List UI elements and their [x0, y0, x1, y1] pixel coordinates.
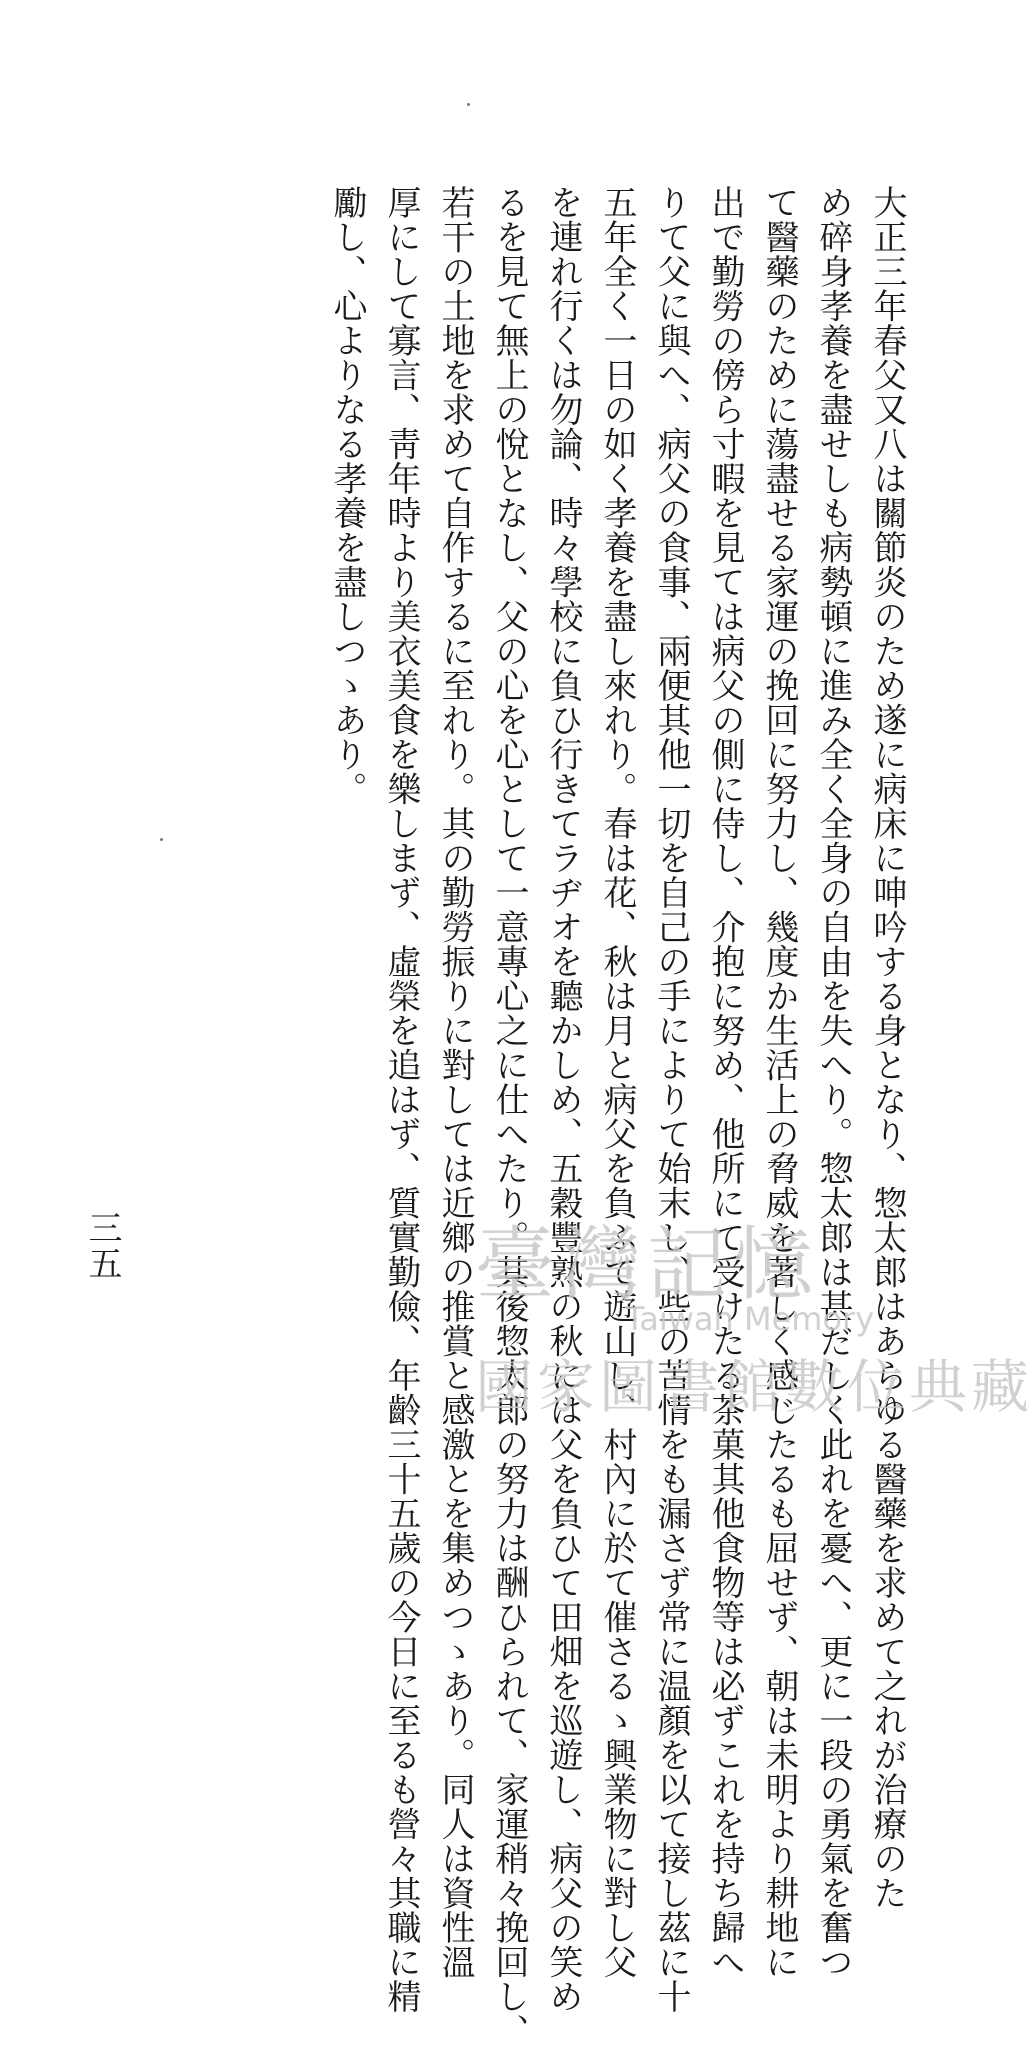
- watermark-english: Taiwan Memory: [625, 1300, 875, 1338]
- watermark-logo: 臺灣記憶: [475, 1218, 819, 1311]
- watermark-organization: 國家圖書館數位典藏: [475, 1353, 1034, 1421]
- text-column: 大正三年春父又八は關節炎のため遂に病床に呻吟する身となり、惣太郎はあらゆる醫藥を求めて之れが治療のた: [867, 185, 907, 1910]
- text-column: 勵し、心よりなる孝養を盡しつゝあり。: [327, 185, 367, 806]
- text-column: 厚にして寡言、靑年時より美衣美食を樂しまず、虛榮を追はず、質實勤儉、年齡三十五歲の今日に至るも營々其職に精: [381, 185, 421, 2014]
- text-column: め碎身孝養を盡せしも病勢頓に進み全く全身の自由を失へり。惣太郎は甚だしく此れを憂へ、更に一段の勇氣を奮つ: [813, 185, 853, 1979]
- text-column: 若干の土地を求めて自作するに至れり。其の勤勞振りに對しては近鄉の推賞と感激とを集めつゝあり。同人は資性溫: [435, 185, 475, 1979]
- text-column: りて父に與へ、病父の食事、兩便其他一切を自己の手によりて始末し、些の苦情をも漏さず常に温顏を以て接し茲に十: [651, 185, 691, 2014]
- body-text: [320, 185, 914, 2048]
- page-speck: [467, 103, 470, 106]
- page-number: 三五: [82, 1210, 122, 1282]
- text-column: 五年全く一日の如く孝養を盡し來れり。春は花、秋は月と病父を負ふて遊山し、村內に於て催さるゝ興業物に對し父: [597, 185, 637, 1979]
- text-column: るを見て無上の悅となし、父の心を心として一意專心之に仕へたり。其後惣太郎の努力は酬ひられて、家運稍々挽回し、: [489, 185, 529, 2048]
- text-column: て醫藥のために蕩盡せる家運の挽回に努力し、幾度か生活上の脅威を著しく感じたるも屈せず、朝は未明より耕地に: [759, 185, 799, 1979]
- text-column: を連れ行くは勿論、時々學校に負ひ行きてラヂオを聽かしめ、五穀豐熟の秋には父を負ひて田畑を巡遊し、病父の笑め: [543, 185, 583, 2014]
- page-speck: [160, 838, 163, 841]
- text-column: 出で勤勞の傍ら寸暇を見ては病父の側に侍し、介抱に努め、他所にて受けたる茶菓其他食物等は必ずこれを持ち歸へ: [705, 185, 745, 1979]
